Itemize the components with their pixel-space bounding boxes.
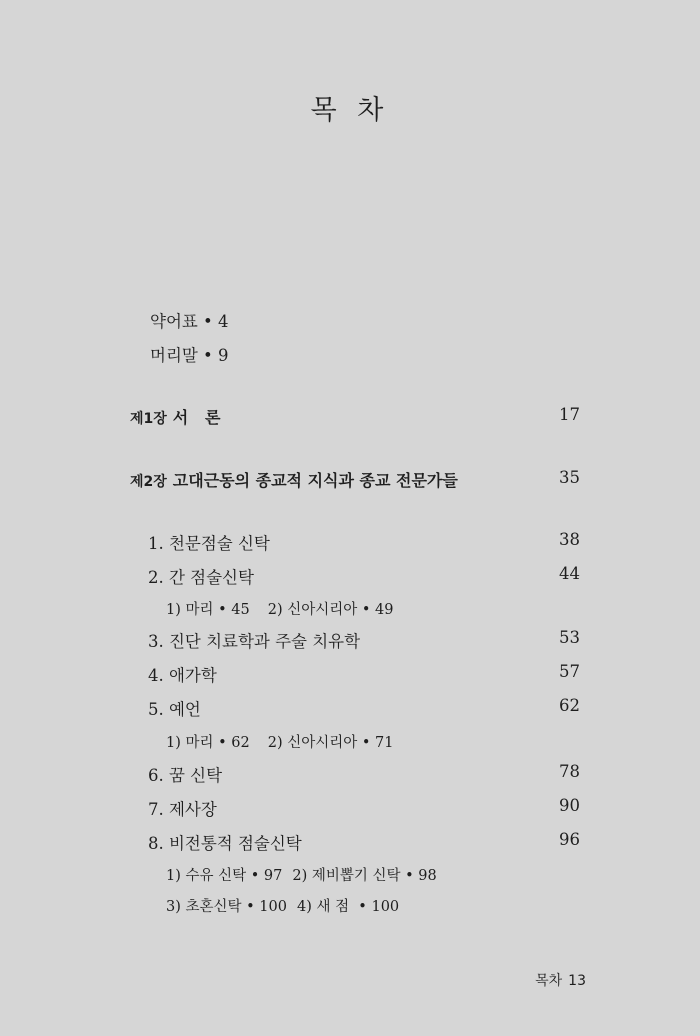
toc-subsection[interactable]: 2) 신아시리아 • 71 — [267, 735, 394, 751]
page-number: 44 — [559, 564, 580, 583]
chapter-number: 제1장 — [130, 411, 167, 427]
toc-chapter-2[interactable] — [130, 468, 458, 491]
toc-subsection[interactable]: 2) 신아시리아 • 49 — [267, 602, 394, 618]
toc-subsection[interactable]: 1) 수유 신탁 • 97 — [166, 868, 283, 884]
page-title: 목 차 — [310, 95, 390, 126]
toc-section-3[interactable]: 3. 진단 치료학과 주술 치유학 — [148, 632, 361, 651]
chapter-title: 고대근동의 종교적 지식과 종교 전문가들 — [172, 471, 458, 490]
page-footer — [500, 970, 586, 990]
toc-entry-preface[interactable]: 머리말 • 9 — [150, 346, 229, 365]
page-number: 17 — [559, 405, 580, 424]
page-number: 62 — [559, 696, 580, 715]
toc-section-1[interactable]: 1. 천문점술 신탁 — [148, 534, 270, 553]
toc-section-2[interactable]: 2. 간 점술신탁 — [148, 568, 254, 587]
toc-subsection[interactable]: 3) 초혼신탁 • 100 — [166, 899, 287, 915]
page-number: 35 — [559, 468, 580, 487]
toc-chapter-1[interactable] — [130, 405, 220, 428]
toc-section-5[interactable]: 5. 예언 — [148, 700, 201, 719]
toc-subsection-row — [166, 598, 393, 619]
page-number: 96 — [559, 830, 580, 849]
page-number: 78 — [559, 762, 580, 781]
footer-label: 목차 — [535, 973, 563, 989]
toc-subsection[interactable]: 4) 새 점 • 100 — [296, 899, 400, 915]
toc-entry-abbreviations[interactable]: 약어표 • 4 — [150, 312, 229, 331]
toc-section-4[interactable]: 4. 애가학 — [148, 666, 217, 685]
page-number: 57 — [559, 662, 580, 681]
toc-subsection[interactable]: 2) 제비뽑기 신탁 • 98 — [292, 868, 437, 884]
toc-subsection-row — [166, 731, 393, 752]
toc-subsection[interactable]: 1) 마리 • 62 — [166, 735, 250, 751]
chapter-title: 서 론 — [172, 408, 221, 427]
toc-subsection[interactable]: 1) 마리 • 45 — [166, 602, 250, 618]
page-number: 38 — [559, 530, 580, 549]
page-number: 53 — [559, 628, 580, 647]
toc-subsection-row — [166, 895, 399, 916]
toc-subsection-row — [166, 864, 437, 885]
toc-section-8[interactable]: 8. 비전통적 점술신탁 — [148, 834, 302, 853]
page-number: 90 — [559, 796, 580, 815]
footer-page-number: 13 — [568, 973, 586, 989]
toc-section-7[interactable]: 7. 제사장 — [148, 800, 217, 819]
chapter-number: 제2장 — [130, 474, 167, 490]
toc-section-6[interactable]: 6. 꿈 신탁 — [148, 766, 223, 785]
